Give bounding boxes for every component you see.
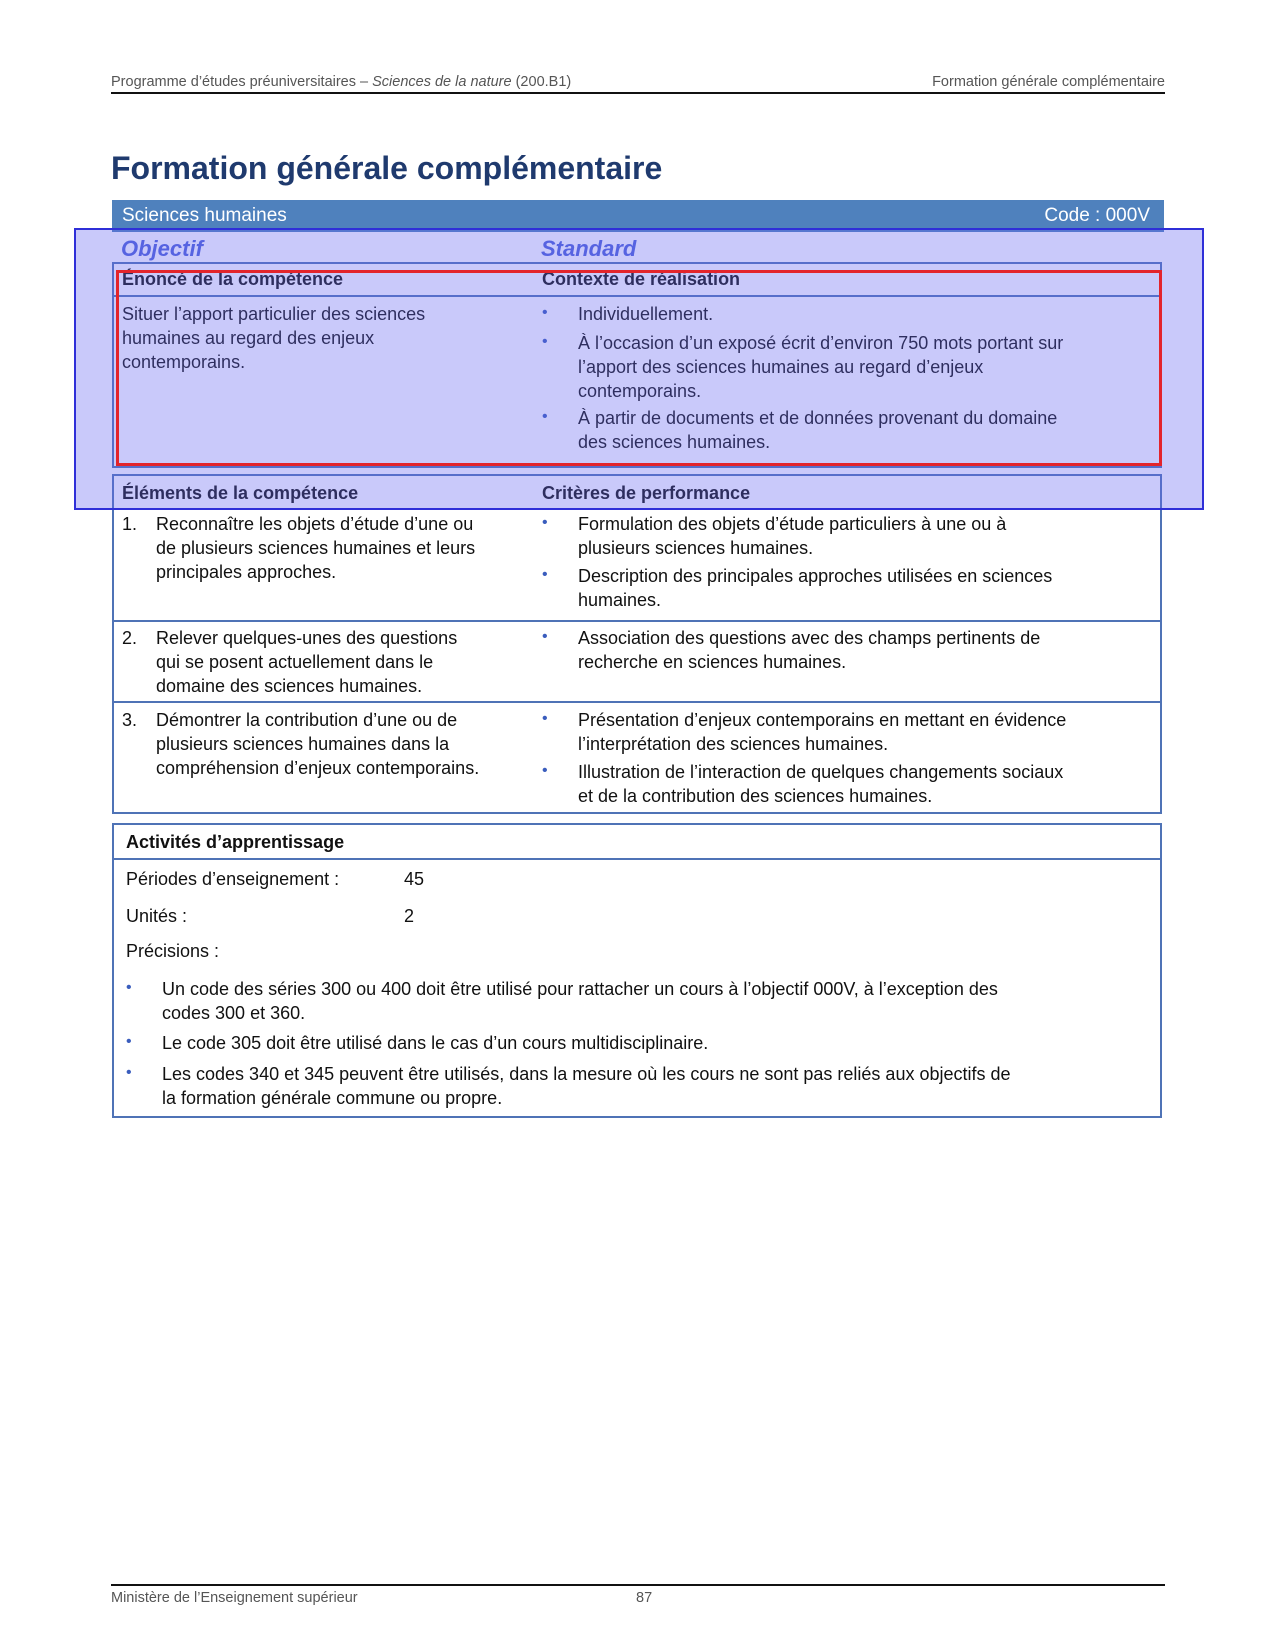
- element-text: Démontrer la contribution d’une ou de plusieurs sciences humaines dans la compréhension d’enjeux contemporains.: [156, 710, 480, 778]
- contexte-item: À partir de documents et de données provenant du domaine des sciences humaines.: [578, 408, 1058, 452]
- element-number: 2.: [122, 628, 138, 648]
- unites-label: Unités :: [126, 906, 188, 926]
- program-name: Programme d’études préuniversitaires – Sciences de la nature (200.B1): [111, 74, 572, 90]
- element-text: Reconnaître les objets d’étude d’une ou de plusieurs sciences humaines et leurs principales approches.: [156, 514, 476, 582]
- page-title: Formation générale complémentaire: [111, 150, 663, 186]
- contexte-item: À l’occasion d’un exposé écrit d’environ 750 mots portant sur l’apport des sciences humaines au regard d’enjeux contemporains.: [578, 333, 1064, 401]
- criterion: Illustration de l’interaction de quelques changements sociaux et de la contribution des sciences humaines.: [578, 762, 1064, 806]
- bullet: •: [126, 1064, 132, 1081]
- periodes-label: Périodes d’enseignement :: [126, 869, 340, 889]
- divider: [114, 295, 1160, 297]
- precision-item: Un code des séries 300 ou 400 doit être utilisé pour rattacher un cours à l’objectif 000V, à l’exception des codes 300 et 360.: [162, 979, 998, 1023]
- bullet: •: [542, 333, 548, 350]
- precision-item: Le code 305 doit être utilisé dans le cas d’un cours multidisciplinaire.: [162, 1033, 709, 1053]
- criterion: Formulation des objets d’étude particuliers à une ou à plusieurs sciences humaines.: [578, 514, 1007, 558]
- bullet: •: [542, 304, 548, 321]
- criterion: Description des principales approches utilisées en sciences humaines.: [578, 566, 1053, 610]
- row-divider: [114, 701, 1160, 703]
- bullet: •: [542, 408, 548, 425]
- unites-value: 2: [404, 906, 415, 926]
- divider: [114, 858, 1160, 860]
- bullet: •: [126, 979, 132, 996]
- running-header: [111, 74, 1165, 94]
- bullet: •: [542, 762, 548, 779]
- bullet: •: [542, 514, 548, 531]
- criterion: Association des questions avec des champs pertinents de recherche en sciences humaines.: [578, 628, 1041, 672]
- footer-ministry: Ministère de l’Enseignement supérieur: [111, 1590, 358, 1606]
- elements-heading: Éléments de la compétence: [122, 483, 359, 503]
- elements-table: [112, 474, 1162, 814]
- contexte-heading: Contexte de réalisation: [542, 269, 741, 289]
- footer-rule: [111, 1584, 1165, 1586]
- row-divider: [114, 620, 1160, 622]
- standard-heading: Standard: [541, 236, 637, 261]
- bullet: •: [542, 566, 548, 583]
- code-label: Code : 000V: [1044, 205, 1150, 226]
- element-number: 3.: [122, 710, 138, 730]
- enonce-text: Situer l’apport particulier des sciences humaines au regard des enjeux contemporains.: [122, 304, 426, 372]
- bullet: •: [542, 710, 548, 727]
- activites-table: [112, 823, 1162, 1118]
- bullet: •: [126, 1033, 132, 1050]
- domain-band: [112, 200, 1164, 232]
- element-number: 1.: [122, 514, 138, 534]
- enonce-heading: Énoncé de la compétence: [122, 269, 344, 289]
- periodes-value: 45: [404, 869, 425, 889]
- criterion: Présentation d’enjeux contemporains en mettant en évidence l’interprétation des sciences humaines.: [578, 710, 1067, 754]
- page-number: 87: [636, 1590, 653, 1606]
- contexte-item: Individuellement.: [578, 304, 714, 324]
- criteres-heading: Critères de performance: [542, 483, 751, 503]
- precisions-label: Précisions :: [126, 941, 220, 961]
- element-text: Relever quelques-unes des questions qui se posent actuellement dans le domaine des sciences humaines.: [156, 628, 458, 696]
- precision-item: Les codes 340 et 345 peuvent être utilisés, dans la mesure où les cours ne sont pas reliés aux objectifs de la formation générale commune ou propre.: [162, 1064, 1011, 1108]
- section-name: Formation générale complémentaire: [932, 74, 1165, 90]
- competence-table: [112, 262, 1162, 468]
- activites-heading: Activités d’apprentissage: [126, 832, 345, 852]
- bullet: •: [542, 628, 548, 645]
- objective-heading: Objectif: [121, 236, 203, 261]
- domain-label: Sciences humaines: [122, 205, 287, 226]
